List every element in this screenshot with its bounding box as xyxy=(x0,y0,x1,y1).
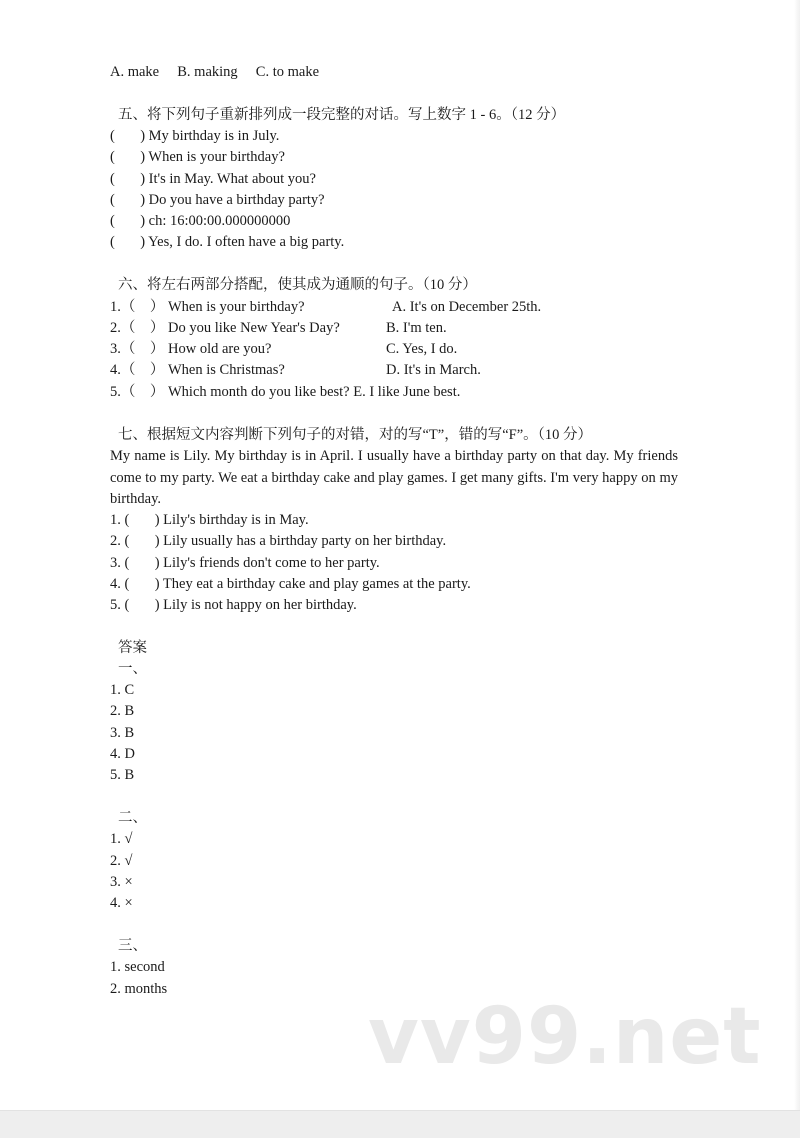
section-7-heading: 七、根据短文内容判断下列句子的对错，对的写“T”，错的写“F”。（10 分） xyxy=(118,427,593,443)
answers-part-1-heading: 一、 xyxy=(118,661,147,677)
section-6-left: 1.（ ） When is your birthday? xyxy=(110,299,305,315)
answer-item: 1. √ xyxy=(110,831,133,847)
answers-title: 答案 xyxy=(118,640,147,656)
section-5-item: ( ) It's in May. What about you? xyxy=(110,171,316,187)
section-5-item: ( ) When is your birthday? xyxy=(110,149,285,165)
section-6-left: 2.（ ） Do you like New Year's Day? xyxy=(110,320,340,336)
section-6-left: 4.（ ） When is Christmas? xyxy=(110,362,285,378)
watermark: vv99.net xyxy=(368,992,762,1082)
answer-item: 4. D xyxy=(110,746,135,762)
section-6-left: 3.（ ） How old are you? xyxy=(110,341,272,357)
page-edge-shadow xyxy=(794,0,800,1110)
section-5-item: ( ) My birthday is in July. xyxy=(110,128,280,144)
section-7-item: 1. ( ) Lily's birthday is in May. xyxy=(110,512,309,528)
answer-item: 4. × xyxy=(110,895,133,911)
answer-item: 1. second xyxy=(110,959,165,975)
section-5-item: ( ) ch: 16:00:00.000000000 xyxy=(110,213,291,229)
section-5-item: ( ) Yes, I do. I often have a big party. xyxy=(110,234,345,250)
viewer-bottom-bar xyxy=(0,1110,800,1138)
section-6-right: C. Yes, I do. xyxy=(386,341,458,357)
section-6-left: 5.（ ） Which month do you like best? E. I like June best. xyxy=(110,384,461,400)
answer-item: 1. C xyxy=(110,682,135,698)
answer-item: 2. √ xyxy=(110,853,133,869)
section-7-item: 5. ( ) Lily is not happy on her birthday. xyxy=(110,597,357,613)
answer-item: 5. B xyxy=(110,767,135,783)
section-7-passage: My name is Lily. My birthday is in April. I usually have a birthday party on that day. My friends come to my party. We eat a birthday cake and play games. I get many gifts. I'm very happy on my birthday. xyxy=(110,448,678,507)
answers-part-2-heading: 二、 xyxy=(118,810,147,826)
section-5-item: ( ) Do you have a birthday party? xyxy=(110,192,325,208)
answer-item: 2. B xyxy=(110,703,135,719)
section-6-right: A. It's on December 25th. xyxy=(392,299,542,315)
section-7-item: 2. ( ) Lily usually has a birthday party on her birthday. xyxy=(110,533,447,549)
section-7-item: 4. ( ) They eat a birthday cake and play games at the party. xyxy=(110,576,471,592)
answers-part-3-heading: 三、 xyxy=(118,938,147,954)
answer-item: 2. months xyxy=(110,981,168,997)
section-6-heading: 六、将左右两部分搭配，使其成为通顺的句子。（10 分） xyxy=(118,277,477,293)
section-7-item: 3. ( ) Lily's friends don't come to her party. xyxy=(110,555,380,571)
answer-item: 3. B xyxy=(110,725,135,741)
section-6-right: D. It's in March. xyxy=(386,362,481,378)
section-6-right: B. I'm ten. xyxy=(386,320,447,336)
answer-item: 3. × xyxy=(110,874,133,890)
section-5-heading: 五、将下列句子重新排列成一段完整的对话。写上数字 1 - 6。（12 分） xyxy=(118,107,566,123)
previous-question-options: A. make B. making C. to make xyxy=(110,64,320,80)
